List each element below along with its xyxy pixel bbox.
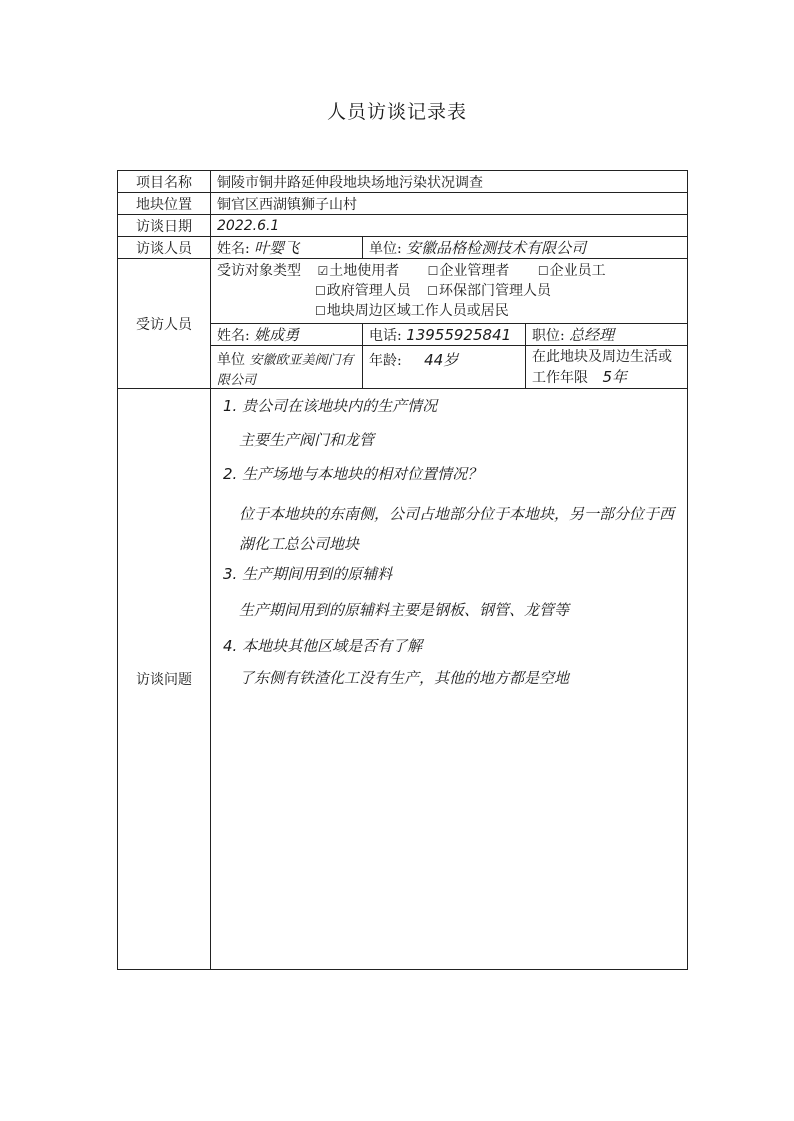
- interviewee-position-label: 职位:: [532, 328, 565, 344]
- interviewee-name-value: 姚成勇: [254, 326, 300, 344]
- checkbox-icon: ☐: [315, 304, 326, 318]
- questions-row: [118, 389, 688, 970]
- interviewee-unit-label: 单位: [217, 352, 245, 368]
- interviewee-years-label-2: 工作年限: [532, 369, 588, 386]
- interviewee-name-cell: [211, 324, 363, 346]
- interviewee-age-label: 年龄:: [369, 353, 402, 369]
- page-title: 人员访谈记录表: [326, 101, 467, 123]
- project-name-value: 铜陵市铜井路延伸段地块场地污染状况调查: [211, 171, 688, 193]
- location-row: [118, 193, 688, 215]
- question-text: 4. 本地块其他区域是否有了解: [223, 637, 423, 655]
- question-item: [221, 397, 681, 449]
- interviewee-unit-value: 安徽欧亚美阀门有限公司: [217, 353, 354, 388]
- option-environmental-staff[interactable]: ☐环保部门管理人员: [427, 283, 551, 299]
- interviewee-phone-label: 电话:: [369, 327, 402, 344]
- answer-text: 生产期间用到的原辅料主要是钢板、钢管、龙管等: [239, 601, 570, 619]
- question-item: [221, 637, 681, 687]
- interviewee-type-label: 受访对象类型: [217, 263, 301, 279]
- interviewee-type-row: [118, 259, 688, 324]
- question-item: [221, 565, 681, 619]
- location-value: 铜官区西湖镇狮子山村: [211, 193, 688, 215]
- interviewee-position-value: 总经理: [569, 326, 615, 344]
- interviewee-phone-cell: [363, 324, 526, 346]
- questions-label: 访谈问题: [118, 389, 211, 970]
- interviewee-phone-value: 13955925841: [406, 325, 512, 344]
- interviewer-name-value: 叶婴飞: [254, 239, 300, 257]
- question-text: 1. 贵公司在该地块内的生产情况: [223, 397, 438, 415]
- date-row: [118, 215, 688, 237]
- interviewer-name-label: 姓名:: [217, 241, 250, 257]
- interviewee-age-cell: [363, 346, 526, 389]
- interviewee-type-cell: [211, 259, 688, 324]
- date-label: 访谈日期: [118, 215, 211, 237]
- interviewee-years-cell: [526, 346, 688, 389]
- interviewer-name-cell: [211, 237, 363, 259]
- interview-record-table: [117, 170, 688, 970]
- interviewer-row: [118, 237, 688, 259]
- interviewee-years-label-1: 在此地块及周边生活或: [532, 348, 672, 365]
- question-text: 3. 生产期间用到的原辅料: [223, 565, 393, 583]
- interviewee-years-value: 5年: [602, 367, 627, 386]
- interviewer-unit-value: 安徽品格检测技术有限公司: [406, 239, 587, 257]
- interviewee-age-value: 44岁: [424, 351, 459, 369]
- answer-text: 主要生产阀门和龙管: [239, 431, 375, 449]
- date-value: 2022.6.1: [211, 215, 688, 237]
- interviewee-label: 受访人员: [118, 259, 211, 389]
- option-enterprise-employee[interactable]: ☐企业员工: [537, 263, 606, 279]
- interviewer-unit-label: 单位:: [369, 241, 402, 257]
- answer-text: 位于本地块的东南侧，公司占地部分位于本地块，另一部分位于西湖化工总公司地块: [239, 505, 675, 553]
- checkbox-icon: ☐: [537, 264, 549, 278]
- checkbox-icon: ☐: [427, 284, 438, 298]
- question-item: [221, 465, 681, 559]
- questions-cell: [211, 389, 688, 970]
- interviewer-label: 访谈人员: [118, 237, 211, 259]
- option-government-staff[interactable]: ☐政府管理人员: [315, 283, 411, 299]
- interviewee-name-label: 姓名:: [217, 328, 250, 344]
- option-land-user[interactable]: ☑土地使用者: [317, 263, 400, 279]
- location-label: 地块位置: [118, 193, 211, 215]
- answer-text: 了东侧有铁渣化工没有生产，其他的地方都是空地: [239, 669, 570, 687]
- checkbox-icon: ☐: [427, 264, 439, 278]
- checkbox-checked-icon: ☑: [317, 264, 329, 278]
- interviewer-unit-cell: [363, 237, 688, 259]
- project-name-label: 项目名称: [118, 171, 211, 193]
- project-name-row: [118, 171, 688, 193]
- checkbox-icon: ☐: [315, 284, 326, 298]
- option-nearby-residents[interactable]: ☐地块周边区域工作人员或居民: [315, 303, 509, 319]
- interviewee-position-cell: [526, 324, 688, 346]
- question-text: 2. 生产场地与本地块的相对位置情况？: [223, 465, 483, 483]
- interviewee-unit-cell: [211, 346, 363, 389]
- option-enterprise-manager[interactable]: ☐企业管理者: [427, 263, 510, 279]
